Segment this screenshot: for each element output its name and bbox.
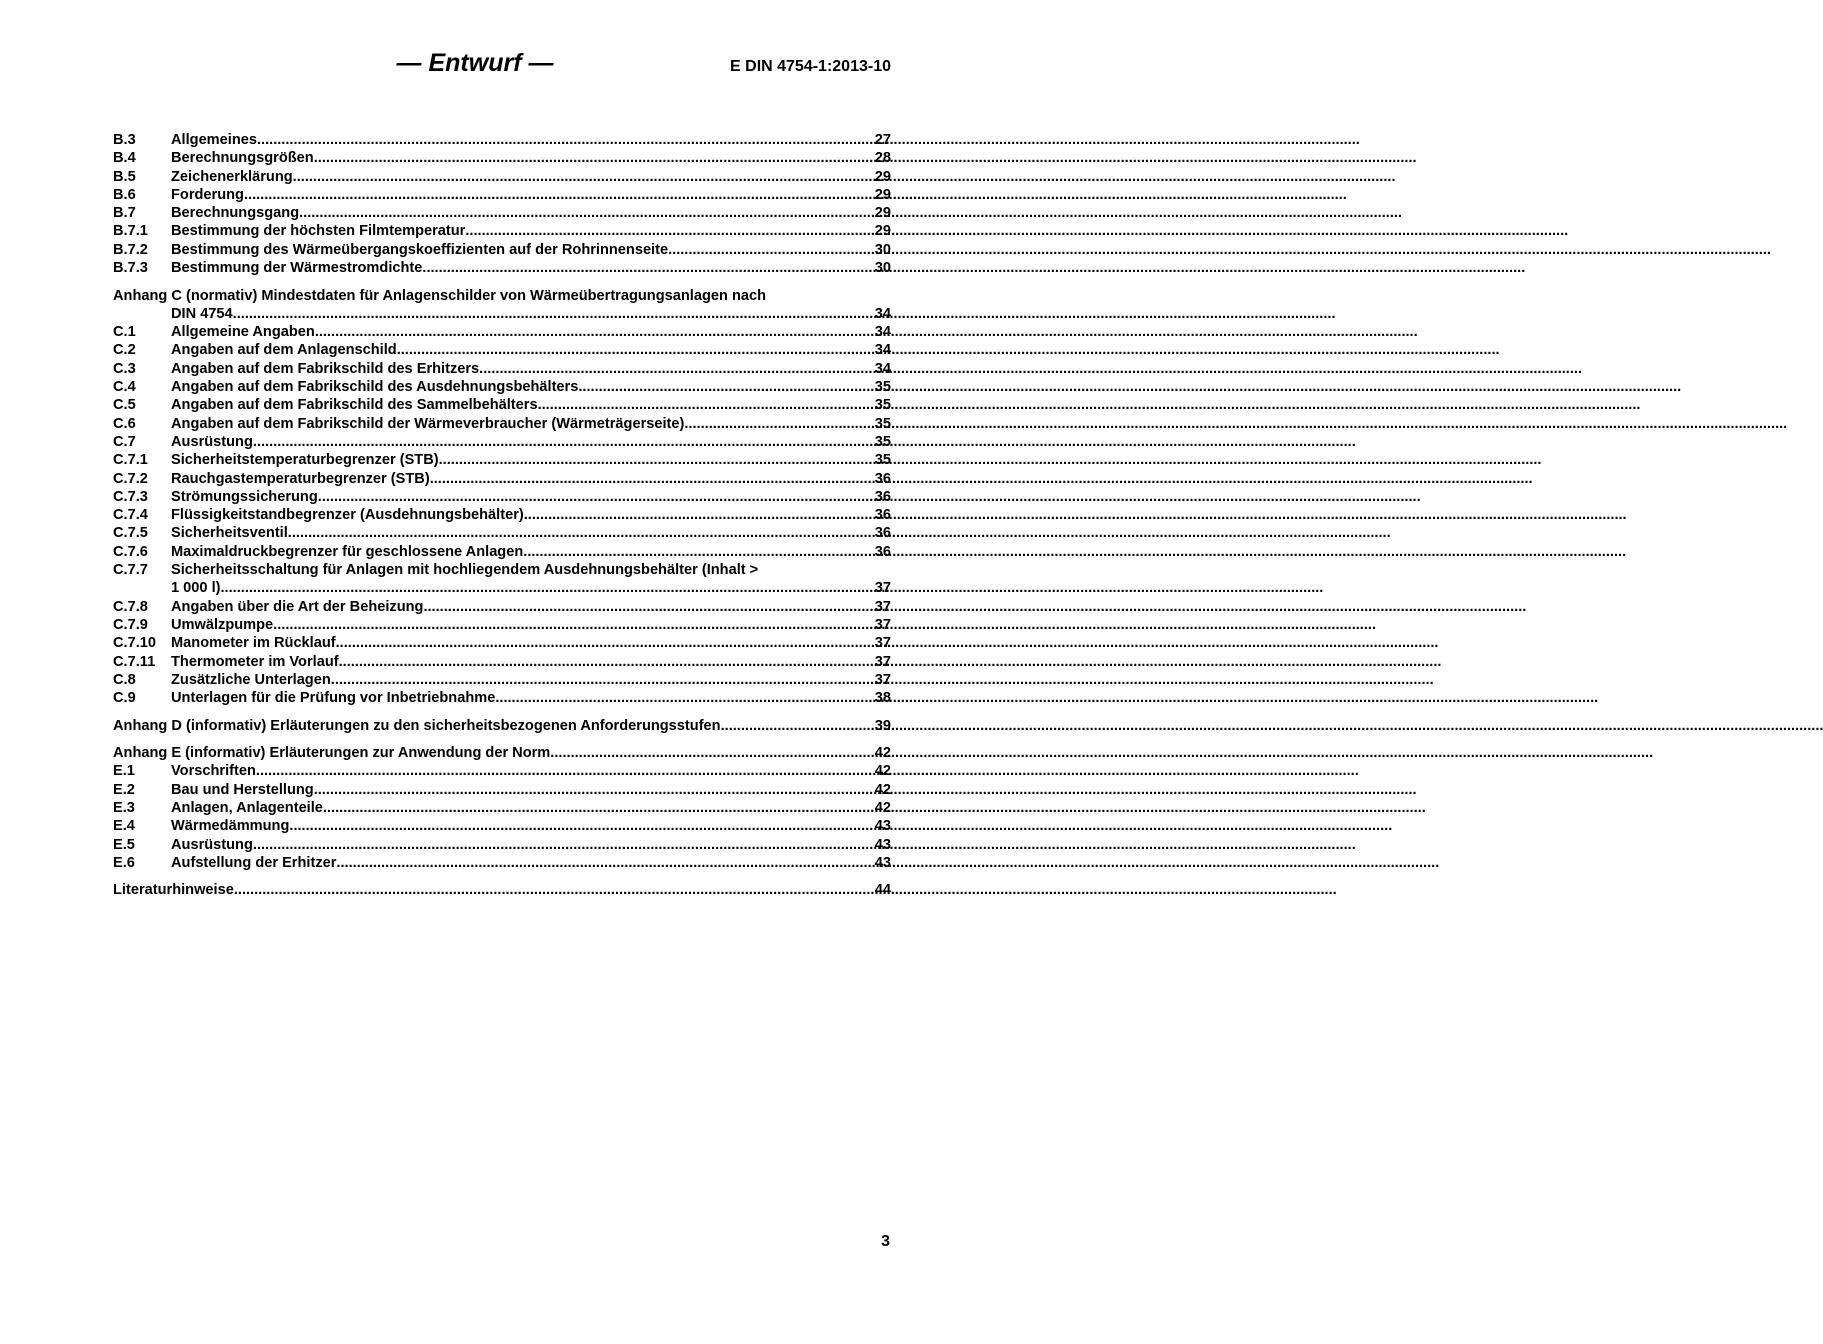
toc-entry-title: Angaben auf dem Fabrikschild der Wärmeverbraucher (Wärmeträgerseite) [171, 415, 685, 432]
leader-dots [495, 689, 874, 707]
toc-entry-number: B.3 [113, 132, 136, 148]
toc-entry-title: Literaturhinweise [113, 882, 234, 899]
toc-entry-number: C.7.3 [113, 488, 148, 505]
toc-entry-title: Bestimmung der höchsten Filmtemperatur [171, 223, 466, 240]
toc-entry-page: 35 [874, 397, 891, 414]
toc-entry-title: Forderung [171, 186, 244, 203]
toc-entry-page: 44 [874, 882, 891, 899]
leader-dots [336, 634, 875, 652]
toc-entry-title: Thermometer im Vorlauf [171, 653, 339, 670]
toc-annex-c [113, 287, 891, 324]
toc-entry [113, 836, 891, 854]
toc-entry [113, 671, 891, 689]
leader-dots [524, 506, 875, 524]
toc-entry-title: Anlagen, Anlagenteile [171, 799, 323, 816]
toc-entry-title: Angaben auf dem Anlagenschild [171, 342, 397, 359]
leader-dots [244, 186, 875, 204]
toc-entry-page: 37 [874, 598, 891, 615]
leader-dots [439, 451, 875, 469]
toc-entry-page: 35 [874, 415, 891, 432]
toc-entry-number: B.5 [113, 168, 136, 185]
toc-entry-page: 37 [874, 616, 891, 633]
toc-entry-page: 28 [874, 150, 891, 167]
leader-dots [314, 781, 875, 799]
toc-entry-title: Allgemeine Angaben [171, 324, 315, 341]
toc-entry-number: B.7.2 [113, 241, 148, 258]
toc-entry-title: Flüssigkeitstandbegrenzer (Ausdehnungsbehälter) [171, 507, 524, 524]
toc-literature [113, 881, 891, 899]
toc-entry [113, 762, 891, 780]
toc-entry-title: Manometer im Rücklauf [171, 635, 336, 652]
toc-entry [113, 341, 891, 359]
leader-dots [668, 241, 875, 259]
toc-entry-title: Anhang D (informativ) Erläuterungen zu den sicherheitsbezogenen Anforderungsstufen [113, 717, 721, 734]
toc-entry-title: DIN 4754 [171, 305, 233, 322]
leader-dots [257, 131, 875, 149]
toc-annex-c-title-line1: Anhang C (normativ) Mindestdaten für Anlagenschilder von Wärmeübertragungsanlagen nach [113, 287, 767, 304]
toc-entry-title: Bestimmung des Wärmeübergangskoeffizienten auf der Rohrinnenseite [171, 241, 669, 258]
toc-entry-number: C.3 [113, 360, 136, 377]
toc-entry [113, 186, 891, 204]
toc-entry-title: Angaben auf dem Fabrikschild des Sammelbehälters [171, 397, 538, 414]
toc-entry-title: Sicherheitsventil [171, 525, 288, 542]
toc-entry-c77 [113, 561, 891, 598]
toc-entry-page: 39 [874, 717, 891, 734]
leader-dots [336, 854, 874, 872]
toc-entry-number: B.7.1 [113, 223, 148, 240]
toc-entry-title: Ausrüstung [171, 433, 253, 450]
toc-entry-title: Zusätzliche Unterlagen [171, 671, 331, 688]
toc-entry-number: E.6 [113, 854, 135, 871]
leader-dots [253, 836, 875, 854]
toc-entry-number: C.7.10 [113, 635, 156, 652]
toc-entry-number: C.7.8 [113, 598, 148, 615]
toc-entry-number: E.1 [113, 763, 135, 780]
toc-entry-number: E.3 [113, 799, 135, 816]
toc-entry-title: Aufstellung der Erhitzer [171, 854, 337, 871]
toc-entry-title-line1: Sicherheitsschaltung für Anlagen mit hochliegendem Ausdehnungsbehälter (Inhalt > [171, 562, 759, 579]
toc-entry-title: Wärmedämmung [171, 818, 290, 835]
toc-entry-page: 35 [874, 452, 891, 469]
toc-entry-number: B.7 [113, 205, 136, 222]
toc-entry-number: C.7.6 [113, 543, 148, 560]
toc-entry-number: B.6 [113, 186, 136, 203]
toc-entry [113, 204, 891, 222]
toc-entry-number: B.4 [113, 150, 136, 167]
toc-entry-title: Strömungssicherung [171, 488, 318, 505]
toc-entry-page: 36 [874, 470, 891, 487]
toc-entry-title: Allgemeines [171, 132, 257, 148]
toc-entry-page: 34 [874, 305, 891, 322]
toc-entry [113, 131, 891, 149]
document-id: E DIN 4754-1:2013-10 [730, 58, 891, 75]
leader-dots [299, 204, 875, 222]
toc-entry [113, 543, 891, 561]
toc-entry-number: C.4 [113, 379, 136, 396]
toc-entry-title: Maximaldruckbegrenzer für geschlossene Anlagen [171, 543, 524, 560]
leader-dots [721, 717, 875, 735]
toc-entry-page: 36 [874, 525, 891, 542]
toc-entry [113, 854, 891, 872]
toc-entry-number: C.8 [113, 671, 136, 688]
leader-dots [465, 222, 874, 240]
toc-entry-number: C.7.11 [113, 653, 156, 670]
leader-dots [314, 149, 875, 167]
toc-entry-number: C.7.7 [113, 562, 148, 579]
toc-entry [113, 634, 891, 652]
leader-dots [550, 744, 874, 762]
leader-dots [538, 396, 875, 414]
toc-entry-title: Zeichenerklärung [171, 168, 293, 185]
toc-entry-title: Bau und Herstellung [171, 781, 314, 798]
toc-entry [113, 323, 891, 341]
toc-entry-title: Bestimmung der Wärmestromdichte [171, 260, 423, 277]
leader-dots [293, 168, 875, 186]
toc-entry-page: 43 [874, 836, 891, 853]
toc-annex-e [113, 744, 891, 762]
toc-entry-page: 35 [874, 379, 891, 396]
toc-entry-page: 27 [874, 132, 891, 148]
toc-entry-page: 38 [874, 690, 891, 707]
toc-entry [113, 396, 891, 414]
toc-entry [113, 360, 891, 378]
toc-entry-page: 36 [874, 543, 891, 560]
toc-entry-number: C.7.9 [113, 616, 148, 633]
toc-entry-number: C.5 [113, 397, 136, 414]
toc-entry-title: Rauchgastemperaturbegrenzer (STB) [171, 470, 430, 487]
toc-entry-page: 29 [874, 205, 891, 222]
leader-dots [221, 579, 875, 597]
leader-dots [234, 881, 875, 899]
leader-dots [578, 378, 874, 396]
toc-entry [113, 470, 891, 488]
toc-entry-page: 42 [874, 799, 891, 816]
toc-entry [113, 378, 891, 396]
toc-entry-title: Angaben auf dem Fabrikschild des Ausdehnungsbehälters [171, 379, 579, 396]
toc-entry-title: Umwälzpumpe [171, 616, 274, 633]
leader-dots [422, 259, 874, 277]
table-of-contents [113, 131, 891, 900]
toc-entry-page: 37 [874, 671, 891, 688]
toc-entry [113, 653, 891, 671]
toc-entry-page: 29 [874, 168, 891, 185]
toc-entry-number: C.9 [113, 690, 136, 707]
leader-dots [523, 543, 875, 561]
toc-entry-title-line2: 1 000 l) [171, 580, 221, 597]
toc-entry-number: C.7.5 [113, 525, 148, 542]
leader-dots [331, 671, 875, 689]
toc-entry-page: 42 [874, 763, 891, 780]
page-number: 3 [881, 1233, 890, 1250]
toc-entry [113, 415, 891, 433]
toc-entry-title: Sicherheitstemperaturbegrenzer (STB) [171, 452, 439, 469]
toc-entry-page: 37 [874, 635, 891, 652]
leader-dots [233, 305, 875, 323]
toc-entry-page: 29 [874, 223, 891, 240]
toc-entry [113, 222, 891, 240]
toc-entry-page: 43 [874, 818, 891, 835]
toc-entry-title: Berechnungsgang [171, 205, 300, 222]
toc-entry-page: 42 [874, 781, 891, 798]
toc-entry [113, 433, 891, 451]
toc-entry [113, 616, 891, 634]
toc-entry-number: C.2 [113, 342, 136, 359]
toc-entry [113, 817, 891, 835]
toc-group-c [113, 323, 891, 561]
toc-entry [113, 168, 891, 186]
toc-entry-page: 29 [874, 186, 891, 203]
toc-entry-title: Unterlagen für die Prüfung vor Inbetriebnahme [171, 690, 496, 707]
toc-entry-title: Berechnungsgrößen [171, 150, 314, 167]
toc-entry-number: C.7.2 [113, 470, 148, 487]
toc-entry-page: 34 [874, 324, 891, 341]
leader-dots [289, 817, 874, 835]
toc-entry [113, 524, 891, 542]
draft-title: — Entwurf — [396, 49, 554, 77]
toc-entry [113, 799, 891, 817]
toc-entry [113, 781, 891, 799]
toc-entry-number: C.1 [113, 324, 136, 341]
toc-entry-number: E.4 [113, 818, 135, 835]
toc-group-c-continued [113, 598, 891, 708]
leader-dots [323, 799, 875, 817]
toc-group-e [113, 762, 891, 872]
leader-dots [479, 360, 875, 378]
leader-dots [288, 524, 875, 542]
leader-dots [318, 488, 875, 506]
toc-entry-page: 36 [874, 488, 891, 505]
toc-entry-page: 43 [874, 854, 891, 871]
toc-entry [113, 241, 891, 259]
toc-entry-number: C.7 [113, 433, 136, 450]
toc-entry-number: B.7.3 [113, 260, 148, 277]
leader-dots [315, 323, 875, 341]
leader-dots [430, 470, 875, 488]
toc-entry-page: 34 [874, 342, 891, 359]
toc-entry-number: E.2 [113, 781, 135, 798]
leader-dots [253, 433, 875, 451]
toc-entry-page: 42 [874, 745, 891, 762]
leader-dots [273, 616, 875, 634]
leader-dots [256, 762, 875, 780]
toc-entry [113, 488, 891, 506]
toc-entry [113, 259, 891, 277]
leader-dots [684, 415, 874, 433]
toc-entry-number: E.5 [113, 836, 135, 853]
toc-entry-number: C.7.1 [113, 452, 148, 469]
toc-annex-c-title-line2 [113, 305, 891, 323]
toc-entry-page: 37 [874, 580, 891, 597]
toc-entry-title: Ausrüstung [171, 836, 253, 853]
toc-entry [113, 451, 891, 469]
toc-annex-d [113, 717, 891, 735]
toc-entry-page: 35 [874, 433, 891, 450]
toc-group-b [113, 131, 891, 277]
toc-entry-page: 37 [874, 653, 891, 670]
toc-entry-title: Anhang E (informativ) Erläuterungen zur Anwendung der Norm [113, 745, 551, 762]
leader-dots [397, 341, 875, 359]
toc-entry-title: Vorschriften [171, 763, 256, 780]
toc-entry-title: Angaben auf dem Fabrikschild des Erhitzers [171, 360, 480, 377]
toc-entry-number: C.7.4 [113, 507, 148, 524]
leader-dots [423, 598, 874, 616]
toc-entry [113, 506, 891, 524]
toc-entry [113, 149, 891, 167]
toc-entry-page: 30 [874, 260, 891, 277]
toc-entry [113, 689, 891, 707]
toc-entry [113, 598, 891, 616]
toc-entry-title: Angaben über die Art der Beheizung [171, 598, 424, 615]
leader-dots [339, 653, 875, 671]
toc-entry-number: C.6 [113, 415, 136, 432]
toc-entry-page: 36 [874, 507, 891, 524]
toc-entry-page: 34 [874, 360, 891, 377]
toc-entry-page: 30 [874, 241, 891, 258]
